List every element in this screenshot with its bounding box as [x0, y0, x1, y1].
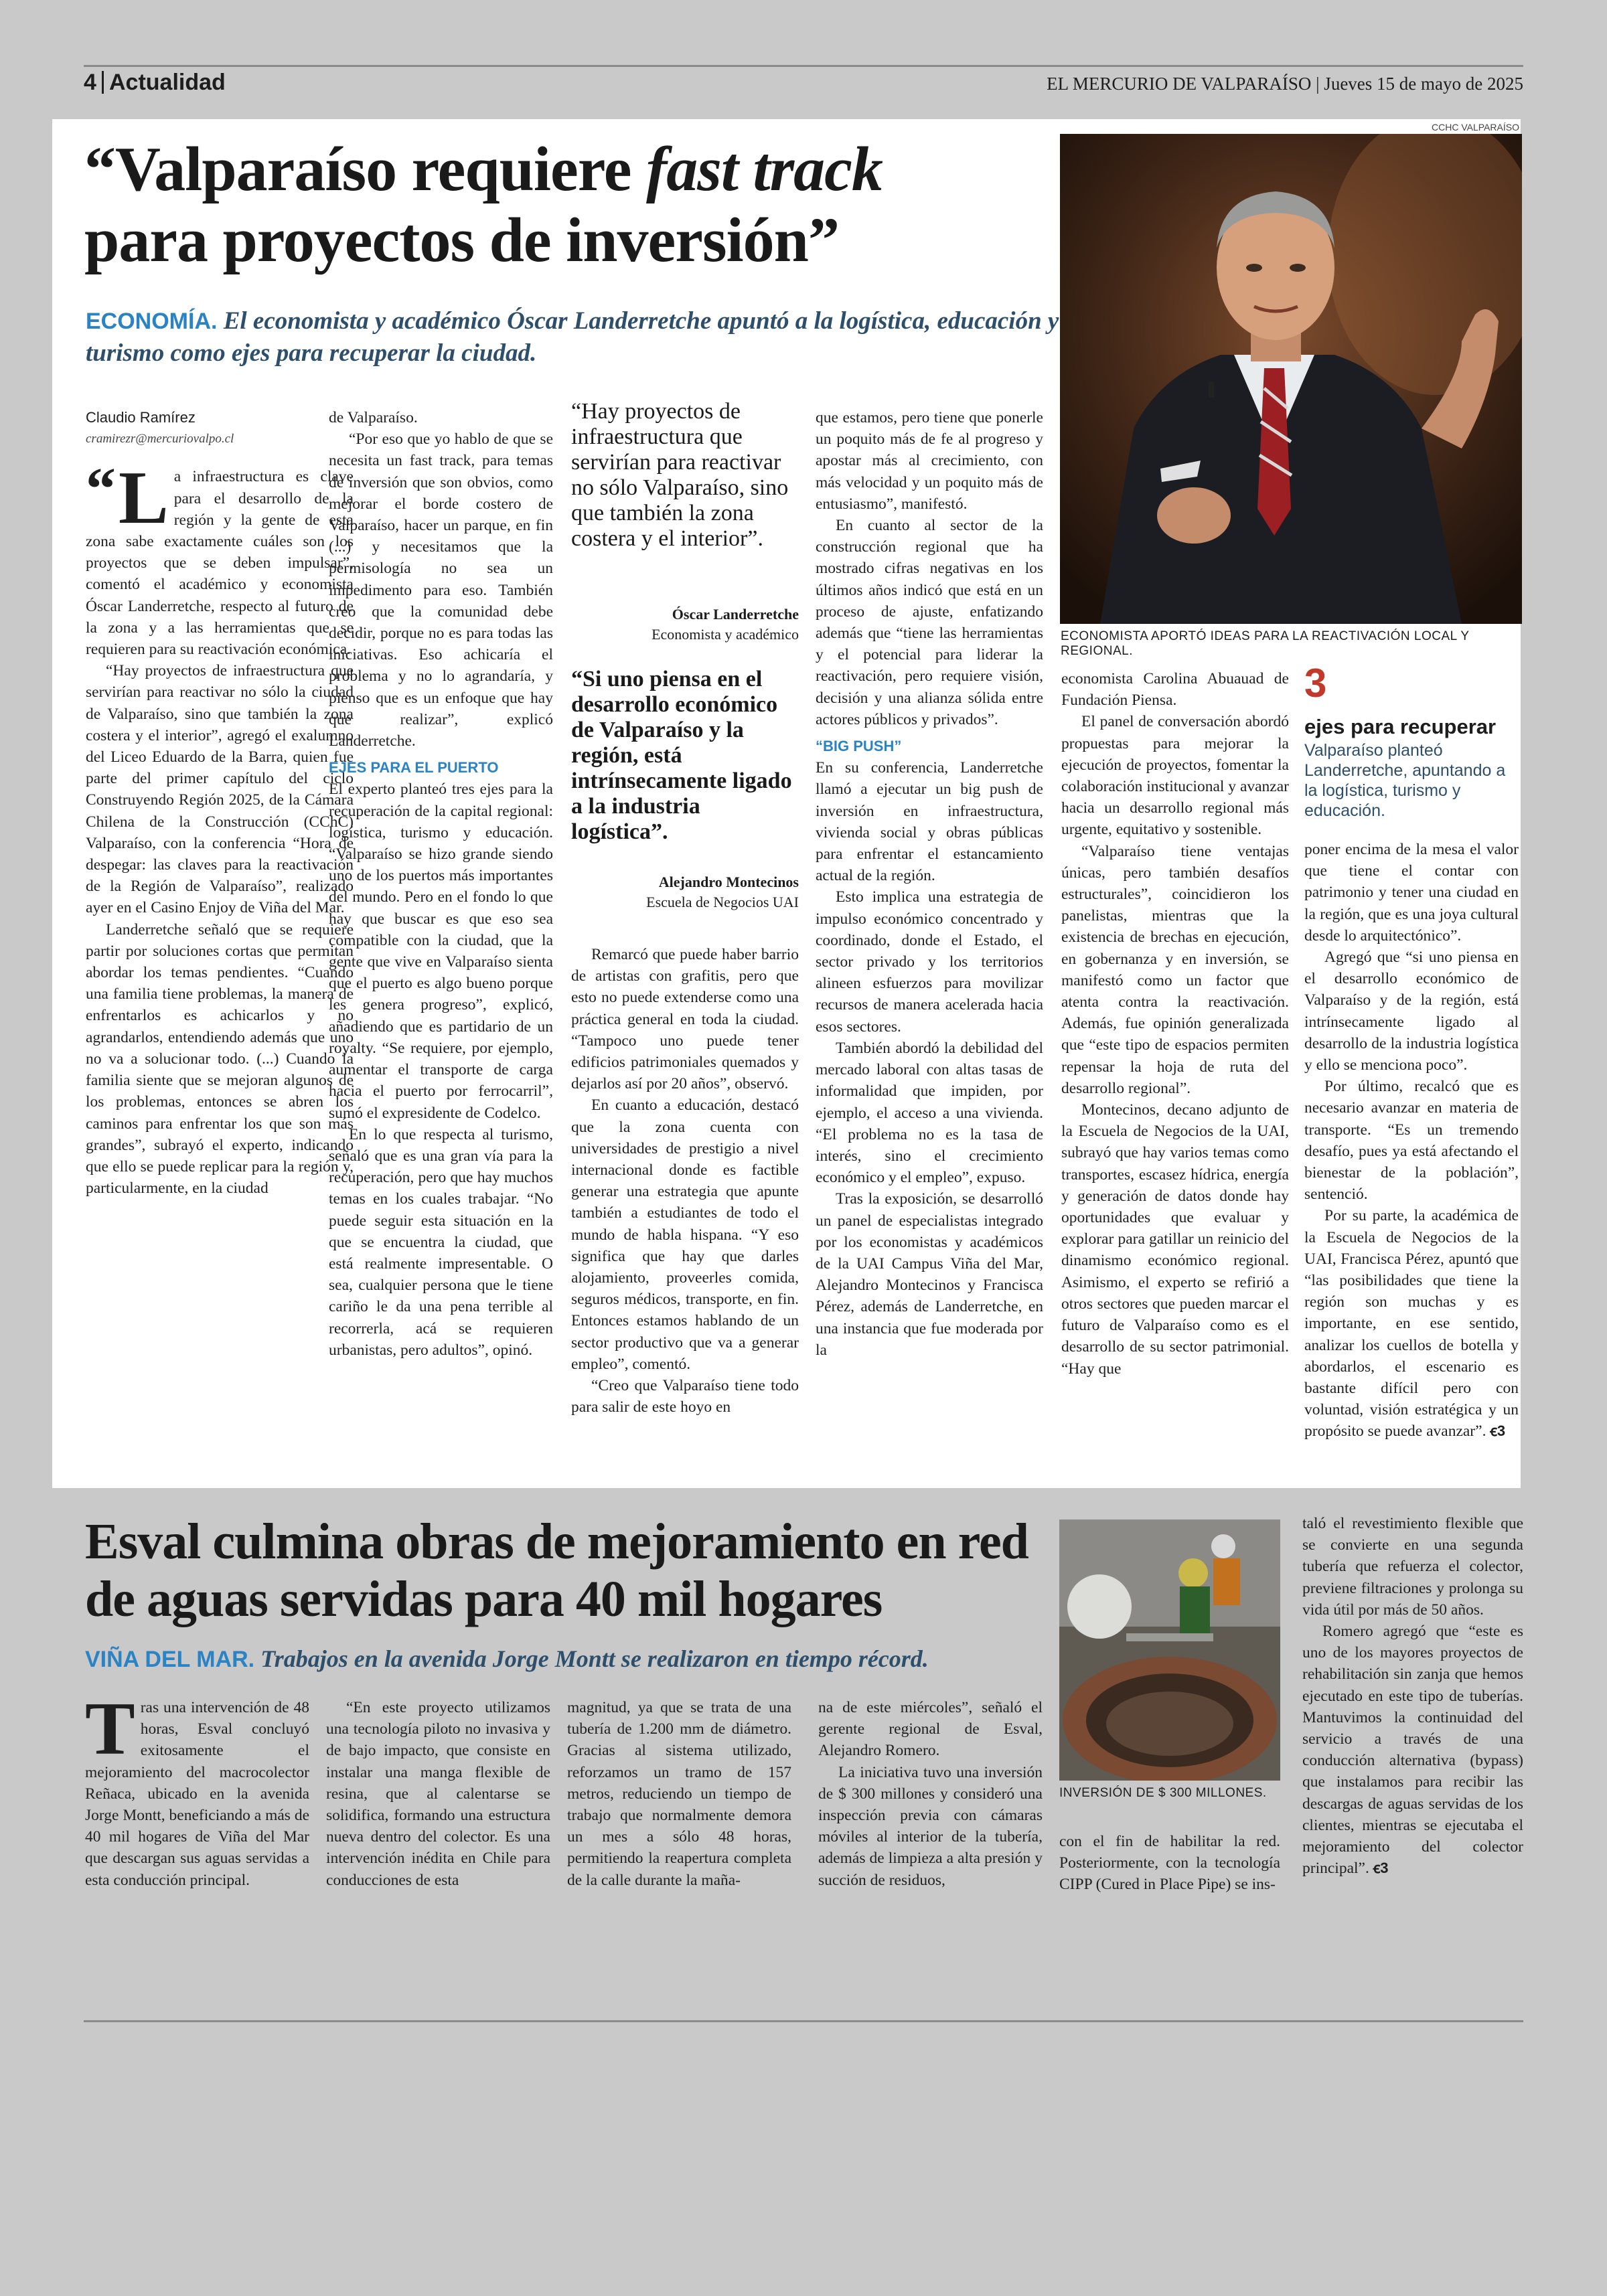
article2-column-5: [1059, 1831, 1280, 1904]
open-quote-mark: “: [86, 456, 116, 523]
paragraph: “Valparaíso tiene ventajas únicas, pero también desafíos estructurales”, coincidieron los panelistas, mientras que la existencia de brechas en ejecución, en gobernanza y en inversión, se manifestó como un factor que atenta contra la reactivación. Además, fue opinión generalizada que “este tipo de espacios permiten repensar la hoja de ruta del desarrollo regional”.: [1061, 842, 1289, 1097]
headline: [84, 134, 1075, 276]
paragraph: Tras la exposición, se desarrolló un panel de especialistas integrado por los economistas y académicos de la UAI Campus Viña del Mar, Alejandro Montecinos y Francisca Pérez, además de Landerretche, en una instancia que fue moderada por la: [816, 1190, 1043, 1359]
paragraph: Tras una intervención de 48 horas, Esval concluyó exitosamente el mejoramiento del macrocolector Reñaca, ubicado en la avenida Jorge Montt, beneficiando a más de 40 mil hogares de Viña del Mar que descargan sus aguas servidas a esta conducción principal.: [85, 1697, 309, 1889]
headline-part-2: para proyectos de inversión”: [84, 206, 839, 275]
pull-quote-2-attribution: [571, 872, 799, 912]
top-rule: [84, 65, 1523, 67]
fact-number: 3: [1304, 661, 1327, 706]
paragraph: En su conferencia, Landerretche llamó a ejecutar un big push de inversión en infraestructura, vivienda social y obras públicas para enfrentar el estancamiento actual de la región.: [816, 759, 1043, 885]
landerretche-photo: [1060, 134, 1522, 624]
drop-cap: L: [119, 457, 169, 540]
paragraph: que estamos, pero tiene que ponerle un poquito más de fe al progreso y apostar más al crecimiento, con más velocidad y un poquito más de entusiasmo”, manifestó.: [816, 409, 1043, 513]
article2-subhead: [85, 1643, 1056, 1675]
main-article: [52, 119, 1521, 1488]
speaker-illustration: [1060, 134, 1522, 624]
end-mark: ꞓ3: [1373, 1860, 1389, 1877]
paragraph: Por último, recalcó que es necesario avanzar en materia de transporte. “Es un tremendo desafío, pues ya está afectando el bienestar de la población”, sentenció.: [1304, 1078, 1519, 1204]
photo-credit: CCHC VALPARAÍSO: [1432, 122, 1519, 133]
paragraph: Remarcó que puede haber barrio de artistas con grafitis, pero que esto no puede extenderse como una práctica general en toda la ciudad. “Tampoco uno puede tener edificios patrimoniales quemados y dejarlos así por 20 años”, observó.: [571, 946, 799, 1093]
paragraph: En lo que respecta al turismo, señaló que es una gran vía para la recuperación, pero que hay muchos temas en los cuales trabajar. “No puede seguir esta situación en la que se encuentra la ciudad, que está realmente impresentable. O sea, cualquier persona que le tiene cariño le da una pena terrible al recorrerla, acá se requieren urbanistas, pero adultos”, opinó.: [329, 1125, 553, 1359]
subhead-text: Trabajos en la avenida Jorge Montt se realizaron en tiempo récord.: [260, 1645, 929, 1672]
bottom-rule: [84, 2020, 1523, 2022]
paragraph: Romero agregó que “este es uno de los mayores proyectos de rehabilitación sin zanja que hemos ejecutado en este tipo de tuberías. Mantuvimos la continuidad del servicio a través de una conducción alternativa (bypass) que instalamos para recibir las descargas de aguas servidas de los clientes, mientras se ejecutaba el mejoramiento del colector principal”. ꞓ3: [1302, 1623, 1523, 1878]
page-number: 4: [84, 70, 96, 95]
paragraph: “Creo que Valparaíso tiene todo para salir de este hoyo en: [571, 1377, 799, 1416]
pipe-works-photo: [1059, 1520, 1280, 1781]
paragraph: economista Carolina Abuauad de Fundación Piensa.: [1061, 670, 1289, 710]
paragraph: En cuanto a educación, destacó que la zona cuenta con universidades de prestigio a nivel internacional donde es factible generar una estrategia que apunte también a estudiantes de todo el mundo de habla hispana. “Y eso significa que hay que darles alojamiento, proveerles comida, seguros médicos, transporte, en fin. Entonces estamos hablando de un sector productivo que va a generar empleo”, comentó.: [571, 1096, 799, 1373]
paragraph: Agregó que “si uno piensa en el desarrollo económico de Valparaíso y de la región, está intrínsecamente ligado al desarrollo de la industria logística y ello se menciona poco”.: [1304, 949, 1519, 1074]
article1-column-1: [86, 407, 354, 1485]
paragraph: Montecinos, decano adjunto de la Escuela de Negocios de la UAI, subrayó que hay varios temas como transportes, escasez hídrica, energía y generación de datos donde hay oportunidades que evaluar y explorar para gatillar un reinicio del dinamismo económico regional. Asimismo, el experto se refirió a otros sectores que pueden marcar el futuro de Valparaíso como es el desarrollo de su sector patrimonial. “Hay que: [1061, 1101, 1289, 1378]
paragraph: El panel de conversación abordó propuestas para mejorar la ejecución de proyectos, fomentar la colaboración institucional y avanzar hacia un desarrollo regional más urgente, equitativo y sostenible.: [1061, 713, 1289, 839]
paragraph: poner encima de la mesa el valor que tiene el contar con patrimonio y tener una ciudad en la región, que es una joya cultural desde lo arquitectónico”.: [1304, 841, 1519, 945]
headline-italic: fast track: [645, 135, 883, 204]
article1-column-5: [1061, 668, 1289, 1485]
article2-column-3: [567, 1697, 791, 1911]
paragraph: Esto implica una estrategia de impulso económico concentrado y coordinado, donde el Estado, el sector privado y los territorios alineen esfuerzos para movilizar recursos de manera acelerada hacia esos sectores.: [816, 888, 1043, 1036]
paragraph: Landerretche señaló que se requiere partir por soluciones cortas que permitan abordar los temas pendientes. “Cuando una familia tiene problemas, la manera de enfrentarlos es achicarlos y no agrandarlos, entendiendo además que uno no va a solucionar todo. (...) Cuando la familia siente que se mejoran algunos de los problemas, entonces se abren los caminos para enfrentar los que son más grandes”, subrayó el experto, indicando que ello se puede replicar para la región y, particularmente, en la ciudad: [86, 920, 354, 1198]
article2-column-6: [1302, 1513, 1523, 1914]
subhead-text: El economista y académico Óscar Landerretche apuntó a la logística, educación y turismo como ejes para recuperar la ciudad.: [86, 307, 1059, 367]
headline-part-1: “Valparaíso requiere: [84, 135, 646, 204]
article2-headline: Esval culmina obras de mejoramiento en red de aguas servidas para 40 mil hogares: [85, 1513, 1028, 1627]
pull-quote-1: “Hay proyectos de infraestructura que servirían para reactivar no sólo Valparaíso, sino que también la zona costera y el interior”.: [571, 399, 789, 551]
end-mark: ꞓ3: [1490, 1422, 1506, 1440]
paragraph: “ L a infraestructura es clave para el desarrollo de la región y la gente de esta zona sabe exactamente cuáles son los proyectos que se deben impulsar”, comentó el académico y economista Óscar Landerretche, respecto al futuro de la zona y a las herramientas que se requieren para su reactivación económica.: [86, 456, 354, 659]
paragraph: “En este proyecto utilizamos una tecnología piloto no invasiva y de bajo impacto, que consiste en instalar una manga flexible de resina, que al calentarse se solidifica, formando una estructura nueva dentro del colector. Es una intervención inédita en Chile para conducciones de esta: [326, 1699, 550, 1889]
quote-author: Óscar Landerretche: [672, 606, 799, 623]
quote-role: Economista y académico: [652, 626, 799, 643]
pull-quote-1-attribution: [571, 604, 799, 645]
article2-photo-caption: INVERSIÓN DE $ 300 MILLONES.: [1059, 1786, 1267, 1800]
article1-column-4: [816, 407, 1043, 1485]
article2-column-2: [326, 1697, 550, 1911]
kicker: VIÑA DEL MAR.: [85, 1647, 255, 1672]
pull-quote-2: “Si uno piensa en el desarrollo económico de Valparaíso y la región, está intrínsecamente ligado a la industria logística”.: [571, 667, 792, 844]
fact-label: ejes para recuperar: [1304, 715, 1497, 738]
paragraph: El experto planteó tres ejes para la recuperación de la capital regional: logística, turismo y educación. “Valparaíso se hizo grande siendo uno de los puertos más importantes del mundo. Pero en el fondo lo que hay que buscar es que eso sea compatible con la ciudad, que la gente que vive en Valparaíso sienta que el puerto es algo bueno porque les genera progreso”, explicó, añadiendo que es partidario de un royalty. “Se requiere, por ejemplo, aumentar el transporte de carga hacia el puerto por ferrocarril”, sumó el expresidente de Codelco.: [329, 781, 553, 1122]
pipe-illustration: [1059, 1520, 1280, 1781]
byline-author: Claudio Ramírez: [86, 409, 196, 426]
section-subtitle: EJES PARA EL PUERTO: [329, 759, 499, 776]
article1-column-6: [1304, 839, 1519, 1485]
section-name: Actualidad: [109, 70, 226, 95]
paragraph: “Por eso que yo hablo de que se necesita un fast track, para temas de inversión que son obvios, como mejorar el borde costero de Valparaíso, hacer un parque, en fin (...) y necesitamos que la permisología no sea un impedimento para eso. También creo que la comunidad debe decidir, porque no es para todas las iniciativas. Eso achicaría el problema y no lo agrandaría, y pienso que es un enfoque que hay que realizar”, explicó Landerretche.: [329, 430, 553, 750]
paragraph: En cuanto al sector de la construcción regional que ha mostrado cifras negativas en los últimos años indicó que está en un proceso de ajuste, enfatizando además que “tiene las herramientas y el potencial para liderar la reactivación, pero requiere visión, decisión y una alianza sólida entre actores públicos y privados”.: [816, 517, 1043, 728]
paragraph: con el fin de habilitar la red. Posteriormente, con la tecnología CIPP (Cured in Place Pipe) se ins-: [1059, 1833, 1280, 1894]
masthead: EL MERCURIO DE VALPARAÍSO | Jueves 15 de mayo de 2025: [1047, 74, 1523, 94]
paragraph: “Hay proyectos de infraestructura que servirían para reactivar no sólo la ciudad de Valparaíso, sino que también la zona costera y el interior”, agregó el exalumno del Liceo Eduardo de la Barra, quien fue parte del primer capítulo del ciclo Construyendo Región 2025, de la Cámara Chilena de la Construcción (CChC) Valparaíso, con la conferencia “Hora de despegar: las claves para la reactivación de la Región de Valparaíso”, realizado ayer en el Casino Enjoy de Viña del Mar.: [86, 662, 354, 917]
paragraph: taló el revestimiento flexible que se convierte en una segunda tubería que refuerza el colector, previene filtraciones y prolonga su vida útil por más de 50 años.: [1302, 1515, 1523, 1619]
quote-author: Alejandro Montecinos: [658, 874, 799, 890]
subhead: [86, 305, 1077, 369]
article1-column-3: [571, 944, 799, 1483]
photo-caption: ECONOMISTA APORTÓ IDEAS PARA LA REACTIVACIÓN LOCAL Y REGIONAL.: [1061, 629, 1470, 658]
page-number-divider: [102, 71, 104, 94]
kicker: ECONOMÍA.: [86, 309, 218, 334]
fact-text: Valparaíso planteó Landerretche, apuntando a la logística, turismo y educación.: [1304, 741, 1506, 820]
section-subtitle: “BIG PUSH”: [816, 738, 902, 755]
byline-email: cramirezr@mercuriovalpo.cl: [86, 432, 234, 446]
quote-role: Escuela de Negocios UAI: [646, 894, 799, 910]
article2-column-4: [818, 1697, 1043, 1911]
article1-column-2: [329, 407, 553, 1485]
paragraph: La iniciativa tuvo una inversión de $ 300 millones y consideró una inspección previa con cámaras móviles al interior de la tubería, además de limpieza a alta presión y succión de residuos,: [818, 1763, 1043, 1889]
paragraph: Por su parte, la académica de la Escuela de Negocios de la UAI, Francisca Pérez, apuntó que “las posibilidades que tiene la región son muchas y es importante, en ese sentido, analizar los cuellos de botella y abordarlos, el escenario es bastante difícil pero con voluntad, visión estratégica y un propósito se puede avanzar”. ꞓ3: [1304, 1207, 1519, 1441]
paragraph: de Valparaíso.: [329, 409, 418, 426]
article2-column-1: [85, 1697, 309, 1911]
paragraph: También abordó la debilidad del mercado laboral con altas tasas de informalidad que impiden, por ejemplo, el acceso a una vivienda. “El problema no es la tasa de interés, sino el crecimiento económico y el empleo”, expuso.: [816, 1039, 1043, 1187]
paragraph: na de este miércoles”, señaló el gerente regional de Esval, Alejandro Romero.: [818, 1699, 1043, 1760]
drop-cap: T: [85, 1697, 135, 1771]
paragraph: magnitud, ya que se trata de una tubería de 1.200 mm de diámetro. Gracias al sistema utilizado, reforzamos un tramo de 157 metros, reduciendo un tiempo de trabajo que normalmente demora un mes a sólo 48 horas, permitiendo la reapertura completa de la calle durante la maña-: [567, 1699, 791, 1889]
